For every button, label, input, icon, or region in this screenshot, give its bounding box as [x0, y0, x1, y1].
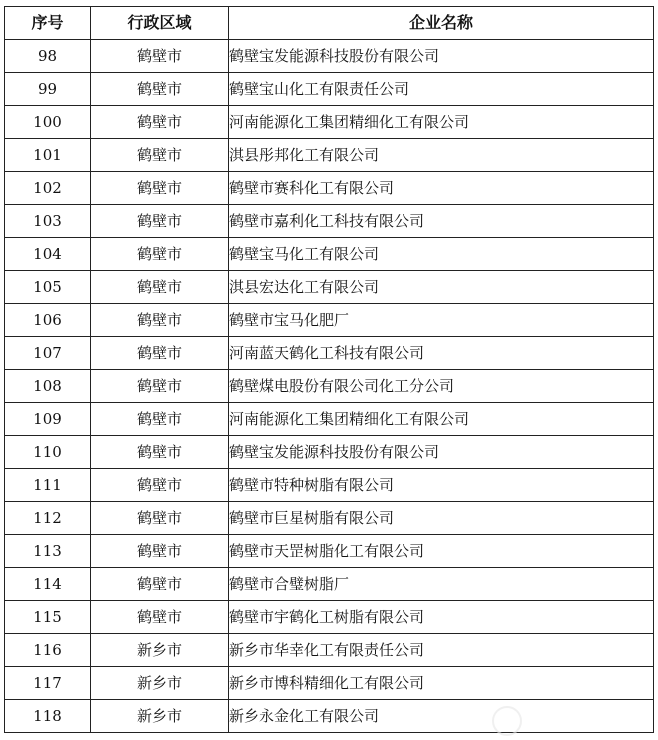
table-header-row	[5, 7, 654, 40]
row-index-cell: 114	[5, 568, 91, 601]
row-company-cell: 河南能源化工集团精细化工有限公司	[229, 403, 654, 436]
row-company-cell: 鹤壁宝发能源科技股份有限公司	[229, 436, 654, 469]
row-region-cell: 鹤壁市	[91, 436, 229, 469]
table-row	[5, 469, 654, 502]
row-index-cell: 115	[5, 601, 91, 634]
row-index-cell: 103	[5, 205, 91, 238]
row-region-cell: 鹤壁市	[91, 568, 229, 601]
table-row	[5, 700, 654, 733]
row-region-cell: 鹤壁市	[91, 370, 229, 403]
row-company-cell: 淇县宏达化工有限公司	[229, 271, 654, 304]
row-index-cell: 105	[5, 271, 91, 304]
company-list-table	[4, 6, 654, 733]
row-region-cell: 鹤壁市	[91, 403, 229, 436]
header-region: 行政区域	[91, 7, 229, 40]
row-index-cell: 107	[5, 337, 91, 370]
row-region-cell: 鹤壁市	[91, 172, 229, 205]
row-company-cell: 河南能源化工集团精细化工有限公司	[229, 106, 654, 139]
row-company-cell: 鹤壁宝马化工有限公司	[229, 238, 654, 271]
row-company-cell: 鹤壁宝发能源科技股份有限公司	[229, 40, 654, 73]
row-region-cell: 新乡市	[91, 667, 229, 700]
row-index-cell: 118	[5, 700, 91, 733]
row-region-cell: 鹤壁市	[91, 535, 229, 568]
table-row	[5, 667, 654, 700]
row-region-cell: 鹤壁市	[91, 40, 229, 73]
row-index-cell: 104	[5, 238, 91, 271]
row-index-cell: 113	[5, 535, 91, 568]
row-region-cell: 鹤壁市	[91, 337, 229, 370]
row-region-cell: 鹤壁市	[91, 139, 229, 172]
row-company-cell: 新乡市博科精细化工有限公司	[229, 667, 654, 700]
table-row	[5, 535, 654, 568]
row-region-cell: 新乡市	[91, 634, 229, 667]
table-row	[5, 304, 654, 337]
table-row	[5, 502, 654, 535]
row-company-cell: 河南蓝天鹤化工科技有限公司	[229, 337, 654, 370]
table-row	[5, 370, 654, 403]
row-index-cell: 108	[5, 370, 91, 403]
table-row	[5, 106, 654, 139]
table-row	[5, 436, 654, 469]
table-row	[5, 172, 654, 205]
table-row	[5, 337, 654, 370]
row-company-cell: 新乡永金化工有限公司	[229, 700, 654, 733]
header-company: 企业名称	[229, 7, 654, 40]
row-index-cell: 110	[5, 436, 91, 469]
row-index-cell: 112	[5, 502, 91, 535]
header-index: 序号	[5, 7, 91, 40]
row-region-cell: 鹤壁市	[91, 271, 229, 304]
table-row	[5, 601, 654, 634]
row-region-cell: 鹤壁市	[91, 469, 229, 502]
row-index-cell: 116	[5, 634, 91, 667]
table-row	[5, 205, 654, 238]
row-region-cell: 鹤壁市	[91, 73, 229, 106]
row-region-cell: 鹤壁市	[91, 502, 229, 535]
row-company-cell: 鹤壁煤电股份有限公司化工分公司	[229, 370, 654, 403]
table-row	[5, 403, 654, 436]
row-index-cell: 99	[5, 73, 91, 106]
row-index-cell: 109	[5, 403, 91, 436]
table-row	[5, 73, 654, 106]
row-company-cell: 鹤壁市特种树脂有限公司	[229, 469, 654, 502]
row-company-cell: 鹤壁市巨星树脂有限公司	[229, 502, 654, 535]
row-company-cell: 淇县彤邦化工有限公司	[229, 139, 654, 172]
row-region-cell: 鹤壁市	[91, 304, 229, 337]
row-region-cell: 鹤壁市	[91, 106, 229, 139]
row-index-cell: 117	[5, 667, 91, 700]
row-index-cell: 102	[5, 172, 91, 205]
row-company-cell: 鹤壁市天罡树脂化工有限公司	[229, 535, 654, 568]
row-company-cell: 鹤壁市宇鹤化工树脂有限公司	[229, 601, 654, 634]
row-company-cell: 鹤壁宝山化工有限责任公司	[229, 73, 654, 106]
table-row	[5, 634, 654, 667]
table-row	[5, 238, 654, 271]
row-index-cell: 98	[5, 40, 91, 73]
row-region-cell: 鹤壁市	[91, 238, 229, 271]
row-index-cell: 111	[5, 469, 91, 502]
row-region-cell: 鹤壁市	[91, 205, 229, 238]
table-row	[5, 568, 654, 601]
row-index-cell: 100	[5, 106, 91, 139]
table-row	[5, 271, 654, 304]
row-index-cell: 101	[5, 139, 91, 172]
table-row	[5, 40, 654, 73]
table-body	[5, 40, 654, 733]
row-index-cell: 106	[5, 304, 91, 337]
row-company-cell: 鹤壁市赛科化工有限公司	[229, 172, 654, 205]
row-region-cell: 新乡市	[91, 700, 229, 733]
watermark-logo	[492, 706, 522, 736]
row-company-cell: 鹤壁市宝马化肥厂	[229, 304, 654, 337]
table-header	[5, 7, 654, 40]
row-company-cell: 鹤壁市嘉利化工科技有限公司	[229, 205, 654, 238]
row-company-cell: 新乡市华幸化工有限责任公司	[229, 634, 654, 667]
row-region-cell: 鹤壁市	[91, 601, 229, 634]
table-row	[5, 139, 654, 172]
row-company-cell: 鹤壁市合璧树脂厂	[229, 568, 654, 601]
